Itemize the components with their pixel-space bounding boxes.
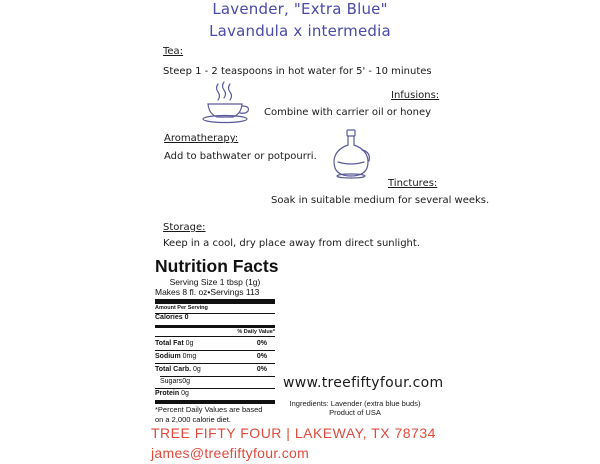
infusions-text: Combine with carrier oil or honey (264, 107, 432, 118)
nutrient-label: Total Carb. (155, 366, 192, 373)
nutrient-row-protein (155, 390, 275, 397)
rule (160, 376, 275, 377)
oil-bottle-icon (330, 128, 374, 180)
nutrient-row-sugars (160, 378, 275, 385)
footnote-line-2: on a 2,000 calorie diet. (155, 415, 231, 424)
nutrient-dv: 0% (256, 366, 267, 373)
nutrient-label: Protein (155, 390, 180, 397)
nutrient-label: Total Fat (155, 340, 184, 347)
product-origin: Product of USA (329, 408, 381, 417)
thick-rule (155, 299, 275, 304)
email-link[interactable]: james@treefiftyfour.com (151, 445, 310, 461)
teacup-icon (200, 80, 252, 124)
aromatherapy-text: Add to bathwater or potpourri. (164, 151, 317, 162)
website-link[interactable]: www.treefiftyfour.com (283, 375, 444, 391)
nutrient-dv: 0% (256, 353, 267, 360)
tea-text: Steep 1 - 2 teaspoons in hot water for 5' - 10 minutes (163, 66, 432, 77)
calories: Calories 0 (155, 314, 189, 321)
aromatherapy-label: Aromatherapy: (164, 133, 239, 144)
nutrient-label: Sodium (155, 353, 181, 360)
nutrient-amount: 0g (193, 366, 201, 373)
daily-value-header: % Daily Value* (237, 329, 275, 335)
nutrient-amount: 0g (182, 378, 190, 385)
nutrient-dv: 0% (256, 340, 267, 347)
servings: Makes 8 fl. oz•Servings 113 (155, 287, 260, 297)
title-line-1: Lavender, "Extra Blue" (212, 0, 388, 18)
tea-label: Tea: (163, 46, 184, 57)
rule (155, 363, 275, 364)
nutrition-title: Nutrition Facts (155, 256, 279, 276)
nutrient-row-total-carb (155, 366, 275, 373)
ingredients: Ingredients: Lavender (extra blue buds) (289, 399, 421, 408)
infusions-label: Infusions: (391, 90, 440, 101)
nutrient-row-sodium (155, 353, 275, 360)
thick-rule (155, 400, 275, 404)
nutrient-row-total-fat (155, 340, 275, 347)
rule (155, 388, 275, 389)
nutrient-amount: 0g (185, 340, 194, 347)
tinctures-label: Tinctures: (388, 178, 438, 189)
nutrient-amount: 0g (181, 390, 189, 397)
rule (155, 336, 275, 337)
amount-per-serving: Amount Per Serving (155, 305, 208, 311)
footnote-line-1: *Percent Daily Values are based (155, 405, 263, 414)
tinctures-text: Soak in suitable medium for several weeks. (271, 195, 490, 206)
nutrient-label: Sugars (160, 378, 183, 385)
storage-label: Storage: (163, 222, 206, 233)
rule (155, 350, 275, 351)
serving-size: Serving Size 1 tbsp (1g) (169, 277, 261, 287)
title-line-2: Lavandula x intermedia (209, 22, 391, 40)
storage-text: Keep in a cool, dry place away from direct sunlight. (163, 238, 420, 249)
company-address: TREE FIFTY FOUR | LAKEWAY, TX 78734 (151, 425, 436, 441)
medium-rule (155, 325, 275, 328)
nutrient-amount: 0mg (182, 353, 197, 360)
